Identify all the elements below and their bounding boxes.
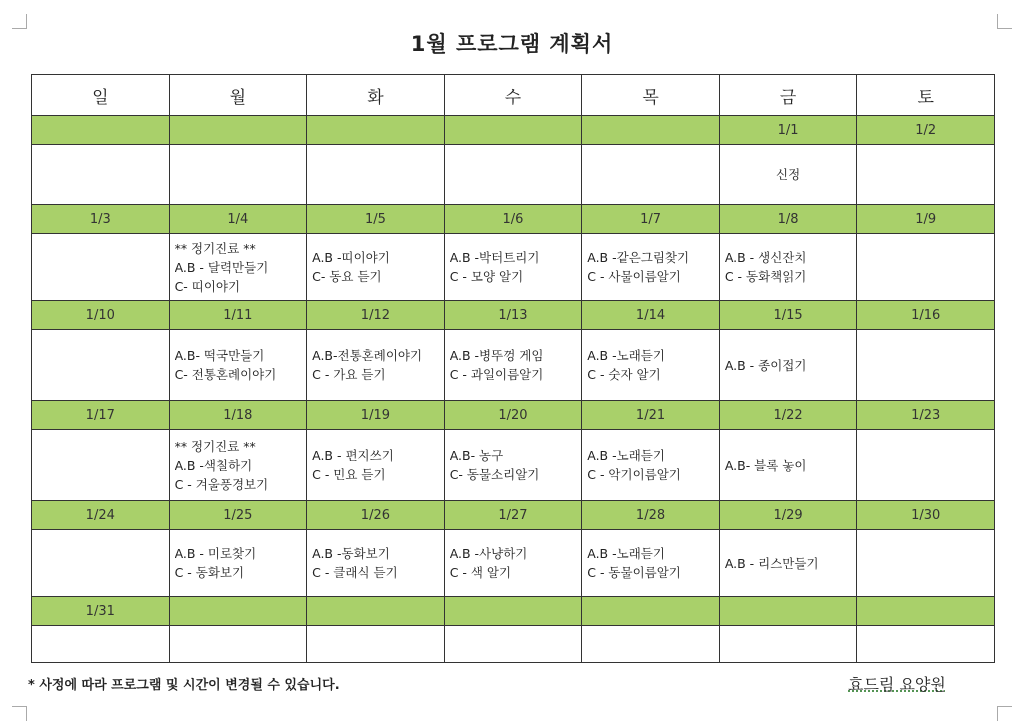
date-cell	[857, 597, 995, 626]
activity-line: A.B -같은그림찾기	[587, 250, 690, 265]
date-cell: 1/21	[582, 401, 720, 430]
weekday-header: 화	[307, 75, 445, 116]
activity-cell	[169, 626, 307, 663]
activity-line: A.B-전통혼례이야기	[312, 348, 423, 363]
activity-cell	[32, 330, 170, 401]
activity-cell	[32, 530, 170, 597]
activity-line: C- 전통혼례이야기	[174, 367, 277, 382]
date-cell: 1/17	[32, 401, 170, 430]
date-cell: 1/22	[719, 401, 857, 430]
activity-line: A.B- 블록 놓이	[724, 457, 807, 473]
activity-cell	[582, 530, 720, 597]
program-calendar-table	[31, 74, 995, 663]
activity-line: A.B- 떡국만들기	[174, 348, 265, 363]
activity-line: C - 겨울풍경보기	[174, 476, 269, 492]
date-cell: 1/29	[719, 501, 857, 530]
activity-line: A.B - 편지쓰기	[312, 448, 394, 463]
date-cell: 1/26	[307, 501, 445, 530]
activity-cell	[719, 430, 857, 501]
activity-cell	[307, 626, 445, 663]
activity-cell	[307, 234, 445, 301]
document-title: 1월 프로그램 계획서	[410, 32, 614, 56]
date-cell	[719, 597, 857, 626]
activity-line: A.B -병뚜껑 게임	[449, 348, 544, 363]
activity-line: C - 민요 듣기	[312, 467, 386, 482]
weekday-header: 목	[582, 75, 720, 116]
date-cell: 1/12	[307, 301, 445, 330]
date-cell: 1/16	[857, 301, 995, 330]
activity-line: ** 정기진료 **	[174, 240, 256, 256]
date-cell: 1/1	[719, 116, 857, 145]
activity-row	[32, 234, 995, 301]
date-row	[32, 597, 995, 626]
weekday-header: 토	[857, 75, 995, 116]
activity-cell	[169, 330, 307, 401]
date-cell: 1/14	[582, 301, 720, 330]
date-cell: 1/9	[857, 205, 995, 234]
page-corner-mark	[12, 14, 27, 29]
activity-line: C- 띠이야기	[174, 278, 241, 294]
activity-row	[32, 145, 995, 205]
date-row	[32, 501, 995, 530]
date-cell: 1/10	[32, 301, 170, 330]
activity-line: A.B -사냥하기	[449, 546, 528, 561]
date-cell: 1/5	[307, 205, 445, 234]
activity-row	[32, 530, 995, 597]
activity-cell	[32, 430, 170, 501]
activity-cell	[582, 145, 720, 205]
activity-cell	[307, 330, 445, 401]
activity-cell	[719, 330, 857, 401]
activity-line: A.B -노래듣기	[587, 348, 665, 363]
activity-line: A.B -노래듣기	[587, 546, 665, 561]
date-cell: 1/23	[857, 401, 995, 430]
activity-line: A.B -노래듣기	[587, 448, 665, 463]
activity-row	[32, 430, 995, 501]
activity-line: C - 색 알기	[449, 565, 512, 580]
activity-line: A.B -동화보기	[312, 546, 390, 561]
activity-cell	[857, 145, 995, 205]
date-cell: 1/28	[582, 501, 720, 530]
facility-name: 효드림 요양원	[848, 675, 946, 694]
activity-cell	[444, 430, 582, 501]
date-cell: 1/19	[307, 401, 445, 430]
date-cell	[444, 597, 582, 626]
activity-cell	[169, 234, 307, 301]
activity-cell	[169, 430, 307, 501]
date-cell: 1/4	[169, 205, 307, 234]
weekday-header-row	[32, 75, 995, 116]
date-cell	[582, 116, 720, 145]
activity-line: A.B -색칠하기	[174, 457, 253, 473]
activity-line: C - 악기이름알기	[587, 467, 681, 482]
activity-cell	[444, 145, 582, 205]
activity-cell	[32, 145, 170, 205]
activity-line: A.B -박터트리기	[449, 250, 540, 265]
activity-line: A.B - 달력만들기	[174, 259, 269, 275]
activity-line: C - 동화책읽기	[724, 269, 807, 284]
activity-cell	[307, 530, 445, 597]
activity-line: C - 가요 듣기	[312, 367, 386, 382]
date-cell	[444, 116, 582, 145]
activity-cell	[857, 626, 995, 663]
date-cell: 1/31	[32, 597, 170, 626]
date-cell	[307, 597, 445, 626]
activity-cell	[32, 234, 170, 301]
date-cell: 1/18	[169, 401, 307, 430]
activity-line: ** 정기진료 **	[174, 438, 256, 454]
date-cell: 1/15	[719, 301, 857, 330]
activity-line: C - 과일이름알기	[449, 367, 544, 382]
date-cell: 1/8	[719, 205, 857, 234]
activity-row	[32, 626, 995, 663]
activity-line: C - 동물이름알기	[587, 565, 681, 580]
date-cell: 1/30	[857, 501, 995, 530]
activity-cell	[719, 145, 857, 205]
activity-cell	[307, 430, 445, 501]
activity-line: C- 동물소리알기	[449, 467, 540, 482]
date-cell: 1/13	[444, 301, 582, 330]
signature	[848, 672, 946, 695]
date-cell	[169, 116, 307, 145]
activity-cell	[719, 234, 857, 301]
weekday-header: 월	[169, 75, 307, 116]
activity-line: A.B - 리스만들기	[724, 555, 819, 571]
weekday-header: 금	[719, 75, 857, 116]
activity-cell	[444, 530, 582, 597]
activity-line: C - 사물이름알기	[587, 269, 681, 284]
activity-line: A.B- 농구	[449, 448, 504, 463]
activity-line: A.B -띠이야기	[312, 250, 390, 265]
date-cell: 1/25	[169, 501, 307, 530]
activity-line: C - 동화보기	[174, 565, 245, 580]
activity-cell	[582, 234, 720, 301]
activity-cell	[444, 234, 582, 301]
activity-cell	[582, 330, 720, 401]
activity-cell	[857, 234, 995, 301]
footer-note: * 사정에 따라 프로그램 및 시간이 변경될 수 있습니다.	[28, 678, 340, 693]
activity-cell	[719, 530, 857, 597]
activity-cell	[307, 145, 445, 205]
date-cell: 1/7	[582, 205, 720, 234]
activity-cell	[444, 626, 582, 663]
activity-line: A.B - 미로찾기	[174, 546, 257, 561]
activity-line: 신정	[776, 167, 801, 182]
activity-cell	[857, 530, 995, 597]
activity-cell	[169, 530, 307, 597]
date-cell: 1/11	[169, 301, 307, 330]
activity-cell	[582, 430, 720, 501]
date-cell: 1/20	[444, 401, 582, 430]
activity-cell	[582, 626, 720, 663]
activity-cell	[719, 626, 857, 663]
activity-row	[32, 330, 995, 401]
date-cell	[169, 597, 307, 626]
activity-cell	[444, 330, 582, 401]
weekday-header: 수	[444, 75, 582, 116]
activity-line: C - 클래식 듣기	[312, 565, 398, 580]
activity-cell	[857, 330, 995, 401]
date-cell: 1/24	[32, 501, 170, 530]
date-cell: 1/2	[857, 116, 995, 145]
date-cell: 1/3	[32, 205, 170, 234]
page-corner-mark	[997, 14, 1012, 29]
activity-cell	[857, 430, 995, 501]
calendar-body	[32, 116, 995, 663]
date-row	[32, 205, 995, 234]
date-row	[32, 116, 995, 145]
activity-line: C - 모양 알기	[449, 269, 524, 284]
activity-cell	[32, 626, 170, 663]
date-cell: 1/27	[444, 501, 582, 530]
activity-line: A.B - 생신잔치	[724, 250, 807, 265]
activity-line: C- 동요 듣기	[312, 269, 382, 284]
weekday-header: 일	[32, 75, 170, 116]
activity-cell	[169, 145, 307, 205]
date-row	[32, 301, 995, 330]
date-row	[32, 401, 995, 430]
date-cell	[582, 597, 720, 626]
activity-line: C - 숫자 알기	[587, 367, 661, 382]
activity-line: A.B - 종이접기	[724, 357, 807, 373]
date-cell: 1/6	[444, 205, 582, 234]
date-cell	[32, 116, 170, 145]
date-cell	[307, 116, 445, 145]
